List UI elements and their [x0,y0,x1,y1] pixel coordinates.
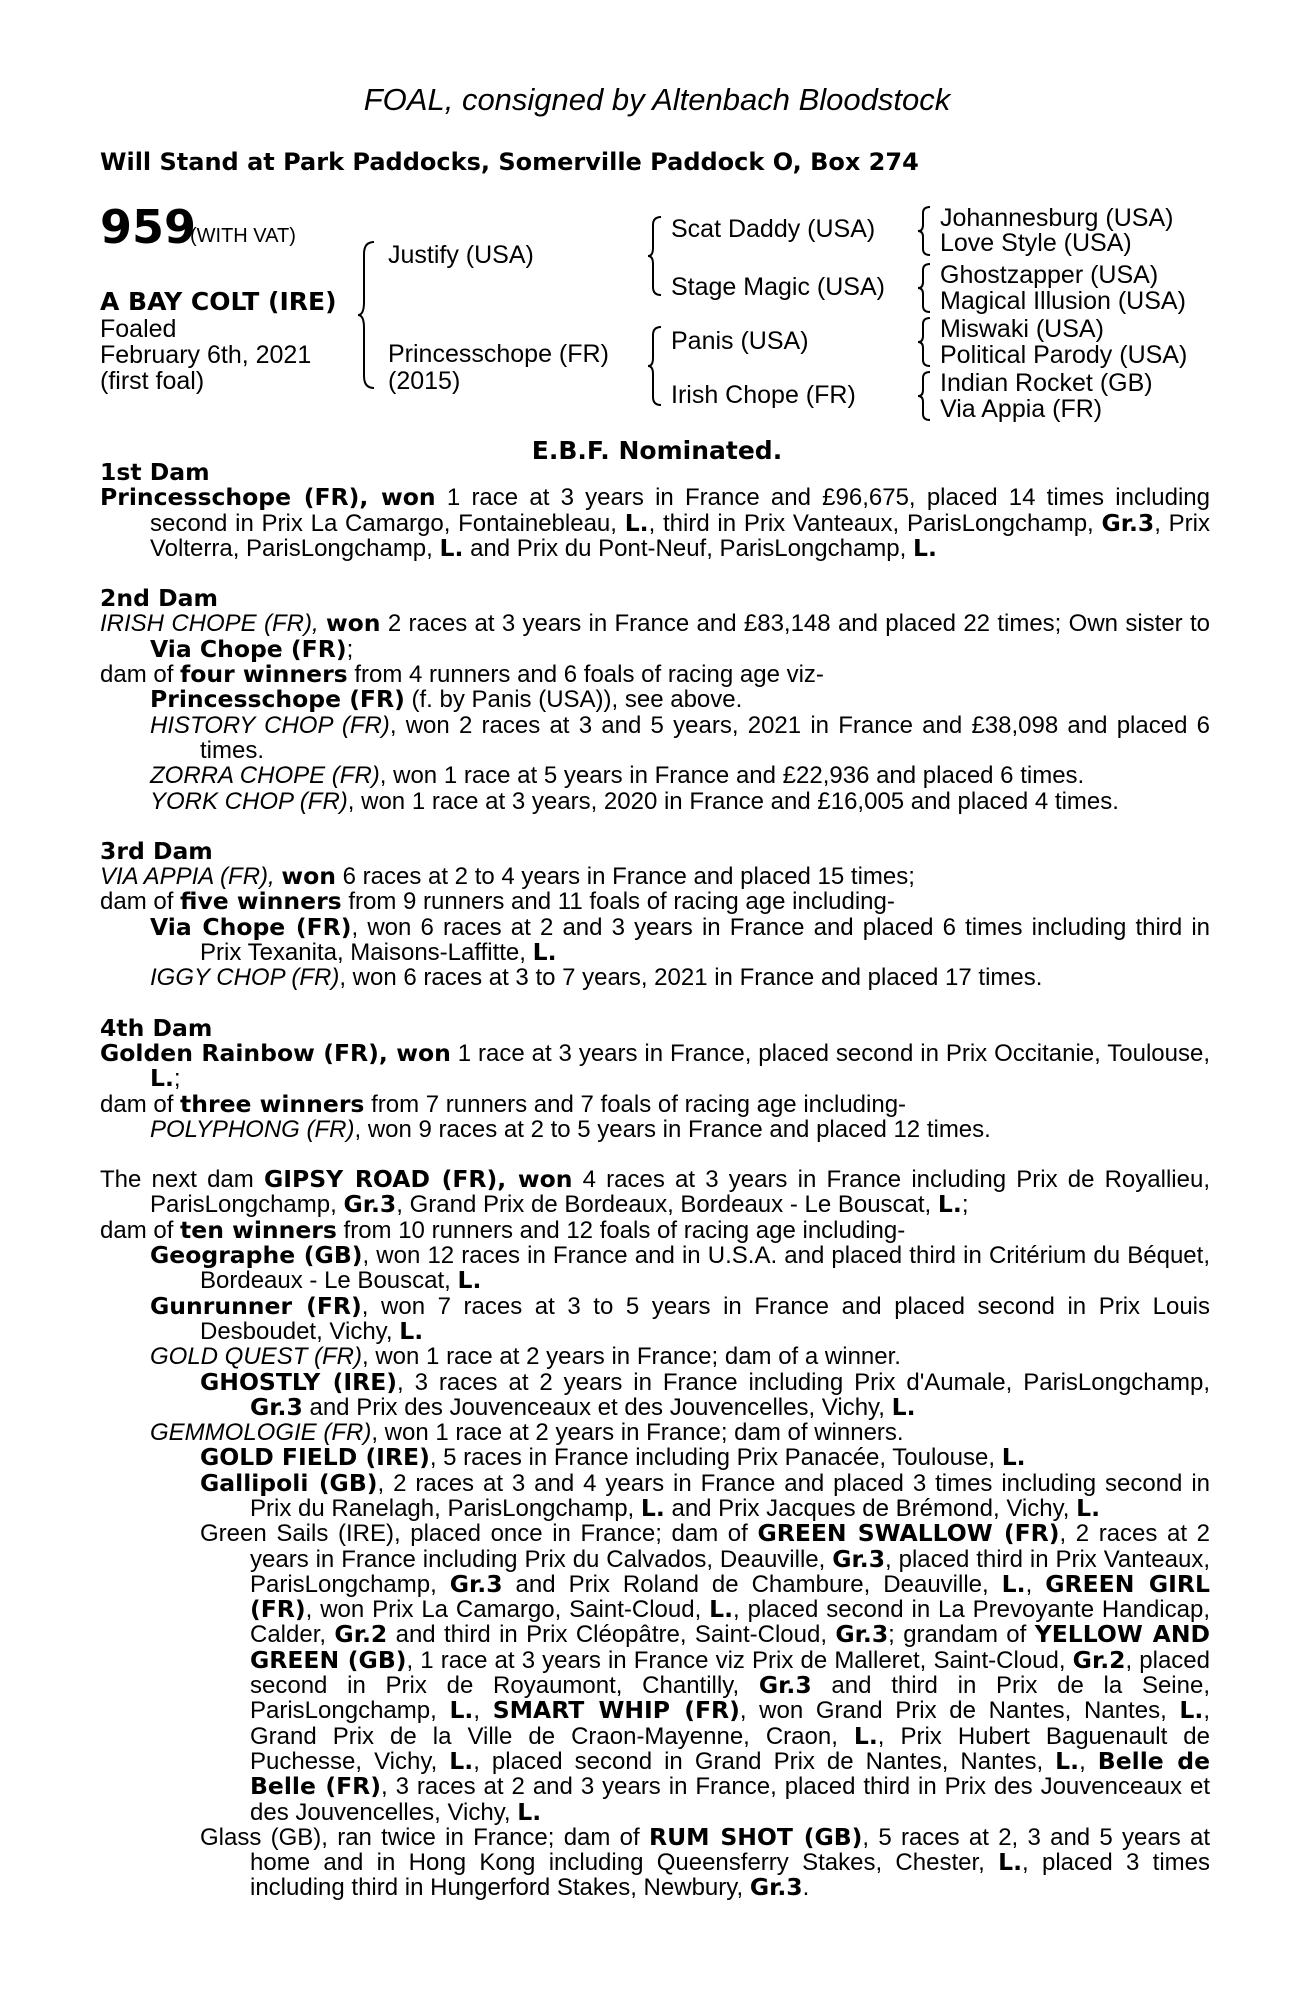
produce-item [100,965,1210,990]
group-label: Gr.3 [1101,508,1155,537]
produce-item [100,912,1210,967]
entry-text: , won 6 races at 3 to 7 years, 2021 in France and placed 17 times. [339,964,1043,992]
entry-text: , won 6 races at 2 and 3 years in France and placed 6 times including third in Prix Texanita, Maisons-Laffitte, [200,913,1210,967]
winners-count: five winners [180,887,342,916]
produce-name: HISTORY CHOP (FR) [150,711,390,739]
pedigree-brace-sire [648,215,664,297]
entry-text: from 7 runners and 7 foals of racing age including- [364,1090,907,1118]
second-dam-entry [100,611,1210,662]
next-dam-entry [100,1167,1210,1218]
gen2-2: Stage Magic (USA) [671,273,885,301]
pedigree-brace-g3c [918,316,932,368]
produce-item: GOLD QUEST (FR), won 1 race at 2 years in France; dam of a winner. [150,1343,901,1371]
entry-text: (f. by Panis (USA)), see above. [404,686,743,714]
fourth-dam-heading: 4th Dam [100,1013,213,1042]
foaled-date: February 6th, 2021 [100,341,312,369]
produce-item [100,789,1210,814]
entry-text: , won 1 race at 5 years in France and £22,936 and placed 6 times. [379,762,1085,790]
pedigree-brace-g3b [918,262,932,314]
produce-item [100,1117,1210,1142]
page-title: FOAL, consigned by Altenbach Bloodstock [363,82,951,117]
dam-name: GIPSY ROAD (FR), [263,1165,518,1194]
listed-label: L. [912,533,937,562]
produce-item [100,763,1210,788]
produce-name: ZORRA CHOPE (FR) [150,762,380,790]
dam-year: (2015) [388,367,461,395]
entry-text: , won 1 race at 3 years, 2020 in France and £16,005 and placed 4 times. [347,787,1119,815]
gen3-6: Political Parody (USA) [940,341,1188,369]
foaled-label: Foaled [100,315,177,343]
entry-text: 2 races at 3 years in France and £83,148 and placed 22 times; Own sister to [380,610,1210,638]
won-label: won [325,609,381,638]
produce-name: YORK CHOP (FR) [150,787,348,815]
produce-item: GEMMOLOGIE (FR), won 1 race at 2 years in France; dam of winners. [150,1419,904,1447]
next-dam-produce-line [100,1215,1210,1244]
entry-text: , won 2 races at 3 and 5 years, 2021 in France and £38,098 and placed 6 times. [200,711,1211,764]
gen3-8: Via Appia (FR) [940,395,1103,423]
produce-item: GOLD FIELD (IRE), 5 races in France including Prix Panacée, Toulouse, L. [200,1443,1026,1472]
fourth-dam-entry [100,1038,1211,1093]
entry-text: dam of [100,661,181,689]
produce-name: IGGY CHOP (FR) [150,964,340,992]
winners-count: ten winners [180,1215,337,1244]
lot-name: A BAY COLT (IRE) [100,287,337,316]
sister-name: Via Chope (FR) [150,634,347,663]
dam-name: Princesschope (FR), [100,483,382,512]
winners-count: four winners [180,660,348,689]
produce-name: POLYPHONG (FR) [150,1115,355,1143]
lot-number: 959 [100,200,197,254]
foal-note: (first foal) [100,367,205,395]
gen2-4: Irish Chope (FR) [671,381,856,409]
produce-item: GHOSTLY (IRE), 3 races at 2 years in France including Prix d'Aumale, ParisLongchamp, Gr.3 and Prix des Jouvenceaux et des Jouvencelles, Vichy, L. [200,1367,1210,1421]
listed-label: L. [150,1064,174,1093]
entry-text: 4 races at 3 years in France including Prix de Royallieu, ParisLongchamp, [150,1166,1210,1219]
listed-label: L. [532,938,557,967]
pedigree-brace-main [358,240,378,390]
entry-text: , third in Prix Vanteaux, ParisLongchamp, [648,509,1102,537]
won-label: won [396,1038,451,1067]
entry-text: from 4 runners and 6 foals of racing age viz- [347,661,824,689]
listed-label: L. [624,508,649,537]
gen2-1: Scat Daddy (USA) [671,215,876,243]
sire: Justify (USA) [388,241,534,269]
entry-text: 1 race at 3 years in France, placed second in Prix Occitanie, Toulouse, [450,1039,1211,1067]
third-dam-produce-line [100,889,1210,914]
gen3-1: Johannesburg (USA) [940,204,1174,232]
entry-text: ; [961,1191,969,1219]
gen3-4: Magical Illusion (USA) [940,287,1186,315]
pedigree-brace-g3d [918,370,932,422]
entry-text: 6 races at 2 to 4 years in France and placed 15 times; [335,863,915,891]
produce-item: Green Sails (IRE), placed once in France; dam of GREEN SWALLOW (FR), 2 races at 2 years in France including Prix du Calvados, Deauville, Gr.3, placed third in Prix Vanteaux, ParisLongchamp, Gr.3 and Prix Roland de Chambure, Deauville, L., GREEN GIRL (FR), won Prix La Camargo, Saint-Cloud, L., placed second in La Prevoyante Handicap, Calder, Gr.2 and third in Prix Cléopâtre, Saint-Cloud, Gr.3; grandam of YELLOW AND GREEN (GB), 1 race at 3 years in France viz Prix de Malleret, Saint-Cloud, Gr.2, placed second in Prix de Royaumont, Chantilly, Gr.3 and third in Prix de la Seine, ParisLongchamp, L., SMART WHIP (FR), won Grand Prix de Nantes, Nantes, L., Grand Prix de la Ville de Craon-Mayenne, Craon, L., Prix Hubert Baguenault de Puchesse, Vichy, L., placed second in Grand Prix de Nantes, Nantes, L., Belle de Belle (FR), 3 races at 2 and 3 years in France, placed third in Prix des Jouvenceaux et des Jouvencelles, Vichy, L. [200,1519,1211,1826]
entry-text: 1 race at 3 years in France and £96,675, placed 14 times including second in Prix La Camargo, Fontainebleau, [150,484,1210,537]
gen2-3: Panis (USA) [671,327,809,355]
entry-text: dam of [100,1216,181,1244]
third-dam-entry [100,864,1210,889]
produce-name: Princesschope (FR) [150,685,405,714]
won-label: won [281,862,336,891]
entry-text: , Prix Volterra, ParisLongchamp, [150,509,1211,562]
produce-item: Geographe (GB), won 12 races in France and in U.S.A. and placed third in Critérium du Béquet, Bordeaux - Le Bouscat, L. [150,1241,1210,1295]
entry-text: dam of [100,1090,181,1118]
first-dam-heading: 1st Dam [100,458,210,486]
entry-text: from 10 runners and 12 foals of racing age including- [336,1216,906,1244]
vat-note: (WITH VAT) [190,225,296,247]
produce-item: Glass (GB), ran twice in France; dam of RUM SHOT (GB), 5 races at 2, 3 and 5 years at home and in Hong Kong including Queensferry Stakes, Chester, L., placed 3 times including third in Hungerford Stakes, Newbury, Gr.3. [200,1822,1211,1902]
entry-text: ; [346,635,354,663]
entry-text: , won 9 races at 2 to 5 years in France and placed 12 times. [354,1115,991,1143]
pedigree-brace-dam [648,325,664,407]
winners-count: three winners [180,1089,365,1118]
third-dam-heading: 3rd Dam [100,836,213,865]
second-dam-heading: 2nd Dam [100,584,218,613]
second-dam-produce-line [100,662,1210,687]
dam-name: VIA APPIA (FR), [100,863,282,891]
group-label: Gr.3 [343,1190,397,1219]
gen3-5: Miswaki (USA) [940,315,1104,343]
first-dam-entry [100,485,1210,561]
entry-text: and Prix du Pont-Neuf, ParisLongchamp, [463,534,913,562]
entry-text: dam of [100,888,181,916]
listed-label: L. [439,533,464,562]
dam-name: IRISH CHOPE (FR), [100,610,326,638]
produce-item: Gallipoli (GB), 2 races at 3 and 4 years in France and placed 3 times including second in Prix du Ranelagh, ParisLongchamp, L. and Prix Jacques de Brémond, Vichy, L. [200,1468,1210,1522]
stand-location: Will Stand at Park Paddocks, Somerville Paddock O, Box 274 [100,148,919,176]
entry-text: The next dam [100,1166,264,1194]
listed-label: L. [937,1190,962,1219]
gen3-7: Indian Rocket (GB) [940,369,1153,397]
produce-item [100,687,1210,712]
produce-name: Via Chope (FR) [150,912,352,941]
gen3-2: Love Style (USA) [940,229,1132,257]
entry-text: , Grand Prix de Bordeaux, Bordeaux - Le Bouscat, [396,1191,938,1219]
produce-item [100,713,1210,764]
dam: Princesschope (FR) [388,340,609,368]
entry-text: ; [173,1065,181,1093]
catalogue-body [100,460,1210,1901]
produce-item: Gunrunner (FR), won 7 races at 3 to 5 years in France and placed second in Prix Louis Desboudet, Vichy, L. [150,1291,1211,1345]
gen3-3: Ghostzapper (USA) [940,261,1159,289]
pedigree-brace-g3a [918,205,932,257]
won-label: won [517,1165,573,1194]
won-label: won [381,483,436,512]
dam-name: Golden Rainbow (FR), [100,1038,397,1067]
fourth-dam-produce-line [100,1089,1210,1118]
ebf-note: E.B.F. Nominated. [531,436,783,465]
entry-text: from 9 runners and 11 foals of racing age including- [341,888,895,916]
